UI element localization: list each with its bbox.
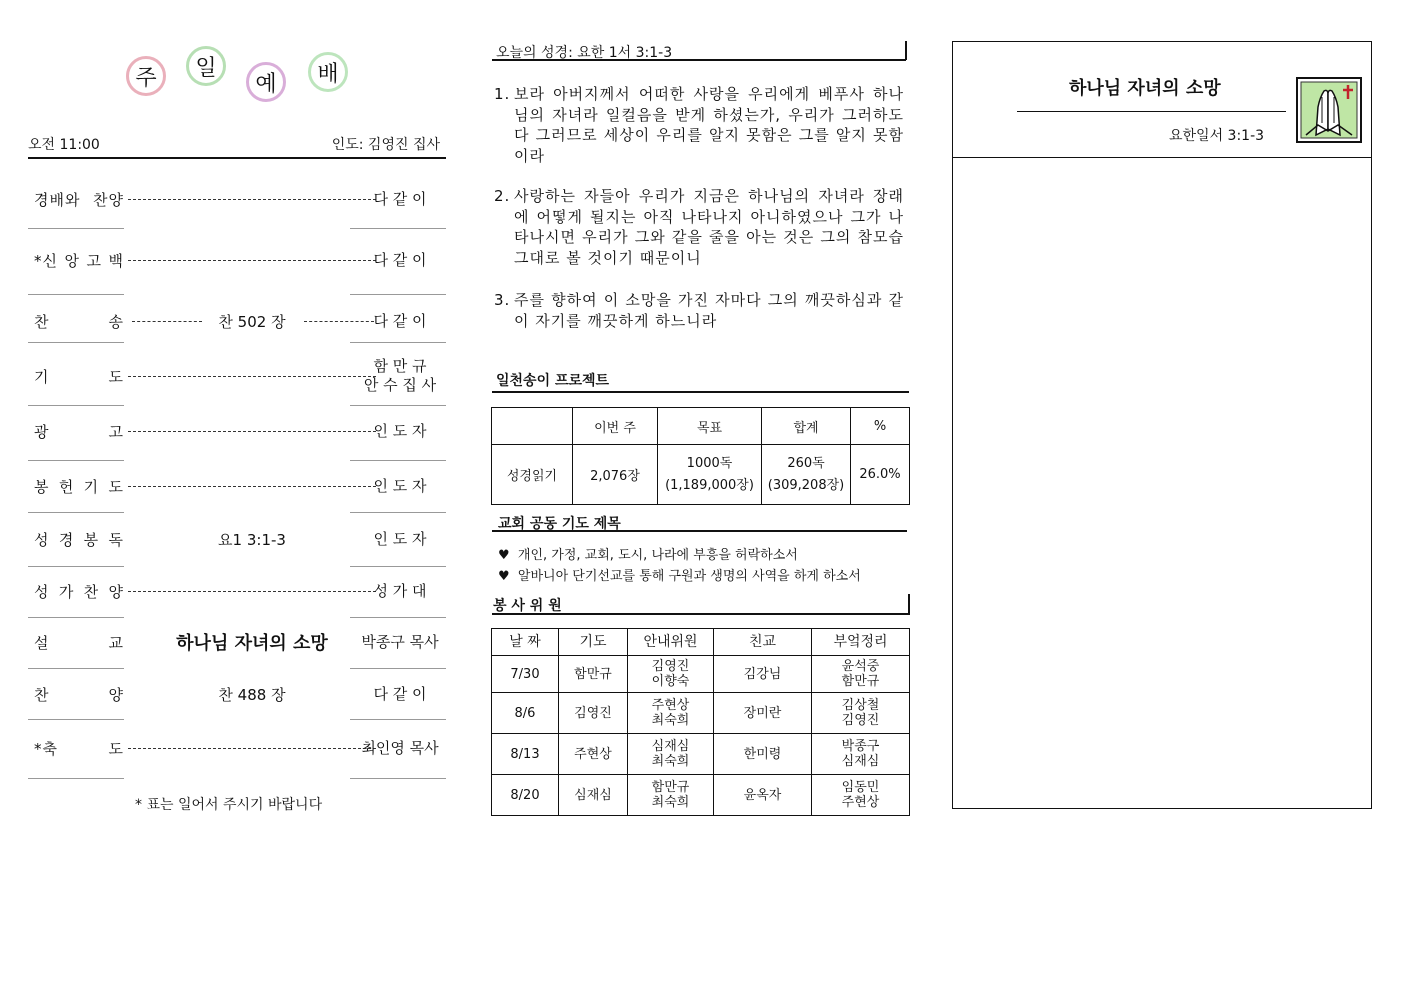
panel-divider [953, 157, 1371, 158]
project-cell: 1000독 (1,189,000장) [658, 445, 762, 505]
order-person: 다 같 이 [373, 311, 427, 330]
order-label: 성 경 봉 독 [34, 531, 124, 549]
row-rule [28, 566, 124, 567]
order-person: 최인영 목사 [361, 738, 439, 757]
order-row [28, 622, 446, 662]
project-cell: 260독 (309,208장) [762, 445, 851, 505]
row-rule [350, 228, 446, 229]
order-person: 성 가 대 [373, 581, 427, 600]
order-person: 인 도 자 [373, 476, 427, 495]
team-cell: 임동민 주현상 [812, 775, 910, 816]
team-cell: 김상철 김영진 [812, 693, 910, 734]
praying-hands-icon [1296, 77, 1362, 143]
verse-3 [494, 290, 904, 331]
row-rule [28, 460, 124, 461]
dashed-leader [128, 591, 376, 592]
team-cell: 심재심 [559, 775, 628, 816]
title-char-1: 주 [126, 56, 166, 96]
team-cell: 박종구 심재심 [812, 734, 910, 775]
order-person: 다 같 이 [373, 189, 427, 208]
team-cell: 주현상 최숙희 [628, 693, 714, 734]
project-header-cell: % [851, 408, 910, 445]
dashed-leader [128, 431, 376, 432]
team-cell: 함만규 최숙희 [628, 775, 714, 816]
footnote: * 표는 일어서 주시기 바랍니다 [135, 797, 323, 813]
order-person: 함 만 규 안 수 집 사 [363, 357, 437, 394]
order-item-detail: 찬 488 장 [218, 686, 286, 704]
order-person: 다 같 이 [373, 250, 427, 269]
verse-2 [494, 186, 904, 268]
scripture-rule [492, 59, 906, 61]
scripture-rule-tick [905, 41, 907, 60]
scripture-heading: 오늘의 성경: 요한 1서 3:1-3 [496, 45, 673, 61]
team-cell: 윤옥자 [714, 775, 812, 816]
order-row [28, 572, 446, 610]
sermon-notes-panel [952, 41, 1372, 809]
sermon-title-rule [1017, 111, 1286, 112]
team-header-cell: 부엌정리 [812, 629, 910, 656]
team-cell: 8/6 [492, 693, 559, 734]
service-leader: 인도: 김영진 집사 [331, 137, 440, 153]
title-char-4: 배 [308, 52, 348, 92]
project-cell: 26.0% [851, 445, 910, 505]
team-row [492, 656, 910, 693]
row-rule [350, 668, 446, 669]
service-team-table [491, 628, 910, 816]
verse-num: 2. [494, 187, 511, 205]
order-label: 찬 양 [34, 686, 124, 704]
service-header [28, 134, 446, 156]
heart-icon: ♥ [498, 548, 510, 563]
row-rule [350, 617, 446, 618]
team-cell: 8/20 [492, 775, 559, 816]
row-rule [28, 778, 124, 779]
row-rule [350, 778, 446, 779]
prayer-heading: 교회 공동 기도 제목 [498, 516, 621, 532]
order-label: 광 고 [34, 423, 124, 441]
heart-icon: ♥ [498, 569, 510, 584]
team-cell: 8/13 [492, 734, 559, 775]
team-cell: 김강님 [714, 656, 812, 693]
order-row [28, 240, 446, 280]
row-rule [350, 460, 446, 461]
order-label: *축 도 [34, 740, 124, 758]
verse-num: 3. [494, 291, 511, 309]
sermon-title: 하나님 자녀의 소망 [1069, 78, 1221, 99]
title-char-2: 일 [186, 46, 226, 86]
dashed-leader [128, 260, 376, 261]
dashed-leader [128, 486, 376, 487]
team-header-cell: 기도 [559, 629, 628, 656]
team-header-cell: 안내위원 [628, 629, 714, 656]
team-cell: 김영진 [559, 693, 628, 734]
team-cell: 7/30 [492, 656, 559, 693]
order-row [28, 412, 446, 450]
order-row [28, 302, 446, 340]
order-row [28, 180, 446, 218]
team-row [492, 775, 910, 816]
order-row [28, 728, 446, 768]
order-label: 찬 송 [34, 313, 124, 331]
row-rule [350, 294, 446, 295]
order-person: 인 도 자 [373, 529, 427, 548]
order-label: 경배와 찬양 [34, 191, 124, 209]
row-rule [28, 342, 124, 343]
project-heading: 일천송이 프로젝트 [496, 373, 610, 389]
row-rule [350, 566, 446, 567]
team-cell: 심재심 최숙희 [628, 734, 714, 775]
service-team-rule [492, 613, 910, 615]
row-rule [28, 512, 124, 513]
verse-1 [494, 84, 904, 166]
order-label: 설 교 [34, 634, 124, 652]
row-rule [350, 512, 446, 513]
team-header-cell: 날 짜 [492, 629, 559, 656]
order-row [28, 674, 446, 714]
title-char-3: 예 [246, 62, 286, 102]
project-header-cell [492, 408, 573, 445]
project-cell: 성경읽기 [492, 445, 573, 505]
team-row [492, 734, 910, 775]
prayer-item-text: 알바니아 단기선교를 통해 구원과 생명의 사역을 하게 하소서 [517, 569, 861, 584]
row-rule [350, 719, 446, 720]
sermon-reference: 요한일서 3:1-3 [1169, 128, 1265, 144]
project-header-cell: 합계 [762, 408, 851, 445]
team-header-cell: 친교 [714, 629, 812, 656]
team-cell: 한미령 [714, 734, 812, 775]
prayer-list [498, 545, 861, 587]
row-rule [350, 342, 446, 343]
dashed-leader [132, 321, 202, 322]
verse-text: 주를 향하여 이 소망을 가진 자마다 그의 깨끗하심과 같이 자기를 깨끗하게 하느니라 [514, 291, 904, 330]
verse-text: 사랑하는 자들아 우리가 지금은 하나님의 자녀라 장래에 어떻게 될지는 아직 나타나지 아니하였으나 그가 나타나시면 우리가 그와 같을 줄을 아는 것은 그의 참모습 그대로 볼 것이기 때문이니 [514, 187, 904, 267]
row-rule [28, 668, 124, 669]
service-team-rule-tick [908, 594, 910, 614]
team-cell: 윤석중 함만규 [812, 656, 910, 693]
order-person: 다 같 이 [373, 684, 427, 703]
verse-num: 1. [494, 85, 511, 103]
team-cell: 함만규 [559, 656, 628, 693]
team-cell: 김영진 이향숙 [628, 656, 714, 693]
order-label: *신 앙 고 백 [34, 252, 124, 270]
row-rule [28, 294, 124, 295]
order-row [28, 356, 446, 396]
team-cell: 장미란 [714, 693, 812, 734]
project-header-cell: 이번 주 [573, 408, 658, 445]
prayer-rule [492, 530, 907, 532]
prayer-item [498, 545, 861, 566]
team-row [492, 693, 910, 734]
service-team-heading: 봉 사 위 원 [493, 598, 562, 614]
team-cell: 주현상 [559, 734, 628, 775]
prayer-item-text: 개인, 가정, 교회, 도시, 나라에 부흥을 허락하소서 [517, 548, 798, 563]
service-time: 오전 11:00 [28, 137, 100, 153]
project-rule [492, 391, 909, 393]
order-label: 기 도 [34, 368, 124, 386]
row-rule [28, 719, 124, 720]
order-item-detail: 하나님 자녀의 소망 [176, 633, 328, 654]
prayer-item [498, 566, 861, 587]
project-header-cell: 목표 [658, 408, 762, 445]
row-rule [28, 228, 124, 229]
order-person: 인 도 자 [373, 421, 427, 440]
dashed-leader [128, 199, 376, 200]
order-row [28, 466, 446, 506]
project-table [491, 407, 910, 505]
row-rule [28, 405, 124, 406]
row-rule [350, 405, 446, 406]
order-label: 성 가 찬 양 [34, 583, 124, 601]
order-label: 봉 헌 기 도 [34, 478, 124, 496]
order-person: 박종구 목사 [361, 632, 439, 651]
order-row [28, 520, 446, 558]
row-rule [28, 617, 124, 618]
order-item-detail: 요1 3:1-3 [218, 531, 286, 549]
verse-text: 보라 아버지께서 어떠한 사랑을 우리에게 베푸사 하나님의 자녀라 일컬음을 받게 하셨는가, 우리가 그러하도다 그러므로 세상이 우리를 알지 못함은 그를 알지 못함이라 [514, 85, 904, 165]
order-item-detail: 찬 502 장 [128, 311, 376, 332]
header-rule [28, 157, 446, 159]
dashed-leader [128, 748, 376, 749]
project-cell: 2,076장 [573, 445, 658, 505]
dashed-leader [128, 376, 376, 377]
